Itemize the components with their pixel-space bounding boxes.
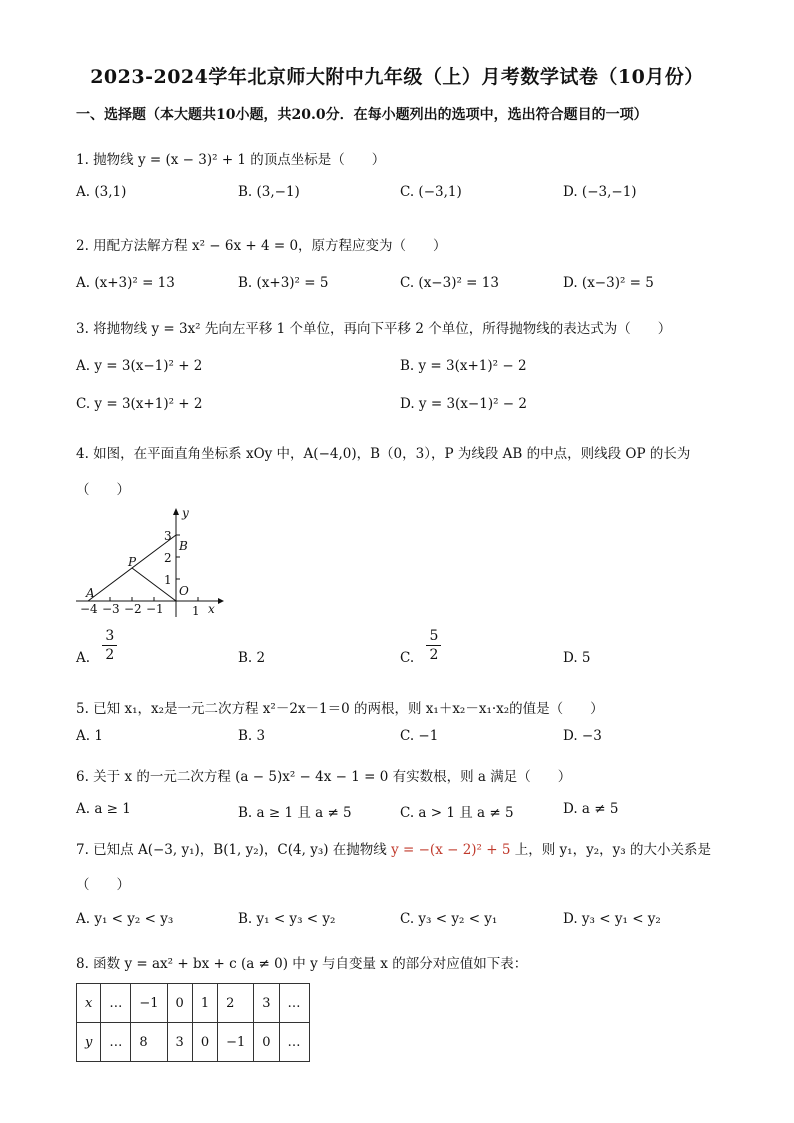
option-b: B. 2 xyxy=(238,650,266,666)
point-a-label: A xyxy=(86,586,95,600)
question-7-stem: 7. 已知点 A(−3, y₁)，B(1, y₂)，C(4, y₃) 在抛物线 y = −(x − 2)² + 5 上，则 y₁，y₂，y₃ 的大小关系是 xyxy=(76,842,711,858)
option-a: A. y = 3(x−1)² + 2 xyxy=(76,358,203,374)
option-a: A. y₁ < y₂ < y₃ xyxy=(76,911,174,927)
question-4-stem: 4. 如图，在平面直角坐标系 xOy 中，A(−4,0)，B（0，3），P 为线段 AB 的中点，则线段 OP 的长为 xyxy=(76,446,691,462)
option-c: C. (x−3)² = 13 xyxy=(400,275,499,291)
question-7-options xyxy=(76,911,736,937)
coordinate-figure xyxy=(76,505,226,620)
fraction: $\frac{5}{2}$ xyxy=(426,627,441,664)
x-axis-arrow xyxy=(218,598,224,604)
question-3-options-row2 xyxy=(76,396,736,422)
option-d: D. y₃ < y₁ < y₂ xyxy=(563,911,661,927)
option-c: C. (−3,1) xyxy=(400,184,462,200)
question-1-options xyxy=(76,184,736,210)
table-row: y … 8 3 0 −1 0 … xyxy=(77,1023,310,1062)
option-a: A. 1 xyxy=(76,728,103,744)
option-b: B. y = 3(x+1)² − 2 xyxy=(400,358,527,374)
option-d: D. 5 xyxy=(563,650,591,666)
option-c: C. $\frac{5}{2}$ xyxy=(400,650,441,666)
question-4-paren: （ ） xyxy=(76,482,130,498)
option-c: C. −1 xyxy=(400,728,439,744)
exam-title: 2023-2024学年北京师大附中九年级（上）月考数学试卷（10月份） xyxy=(90,66,704,88)
option-a: A. a ≥ 1 xyxy=(76,801,131,817)
fraction: $\frac{3}{2}$ xyxy=(102,627,117,664)
option-b: B. 3 xyxy=(238,728,266,744)
x-tick-label: −1 xyxy=(146,602,164,616)
parabola-formula: y = −(x − 2)² + 5 xyxy=(391,842,511,858)
x-tick-label: 1 xyxy=(192,604,200,618)
point-b-label: B xyxy=(179,539,188,553)
y-tick-label: 3 xyxy=(164,529,172,543)
question-5-options xyxy=(76,728,736,754)
question-2-stem: 2. 用配方法解方程 x² − 6x + 4 = 0，原方程应变为（ ） xyxy=(76,238,447,254)
question-3-options-row1 xyxy=(76,358,736,384)
option-b: B. a ≥ 1 且 a ≠ 5 xyxy=(238,805,352,821)
question-4-options xyxy=(76,628,736,678)
option-d: D. (x−3)² = 5 xyxy=(563,275,654,291)
option-b: B. y₁ < y₃ < y₂ xyxy=(238,911,336,927)
question-3-stem: 3. 将抛物线 y = 3x² 先向左平移 1 个单位，再向下平移 2 个单位，所得抛物线的表达式为（ ） xyxy=(76,321,672,337)
section-heading: 一、选择题（本大题共10小题，共20.0分．在每小题列出的选项中，选出符合题目的一项） xyxy=(76,107,648,123)
y-tick-label: 1 xyxy=(164,573,172,587)
value-table xyxy=(76,983,310,1062)
option-b: B. (x+3)² = 5 xyxy=(238,275,329,291)
question-2-options xyxy=(76,275,736,301)
option-d: D. y = 3(x−1)² − 2 xyxy=(400,396,527,412)
x-tick-label: −4 xyxy=(80,602,98,616)
origin-label: O xyxy=(179,584,189,598)
question-6-stem: 6. 关于 x 的一元二次方程 (a − 5)x² − 4x − 1 = 0 有实数根，则 a 满足（ ） xyxy=(76,769,572,785)
option-a: A. $\frac{3}{2}$ xyxy=(76,650,117,666)
question-5-stem: 5. 已知 x₁，x₂是一元二次方程 x²－2x－1＝0 的两根，则 x₁＋x₂－x₁·x₂的值是（ ） xyxy=(76,701,604,717)
option-c: C. y₃ < y₂ < y₁ xyxy=(400,911,498,927)
table-row: x … −1 0 1 2 3 … xyxy=(77,984,310,1023)
y-tick-label: 2 xyxy=(164,551,172,565)
y-axis-label: y xyxy=(182,506,189,520)
point-p-label: P xyxy=(128,555,137,569)
y-axis-arrow xyxy=(173,508,179,515)
option-d: D. (−3,−1) xyxy=(563,184,637,200)
x-tick-label: −3 xyxy=(102,602,120,616)
question-8-stem: 8. 函数 y = ax² + bx + c (a ≠ 0) 中 y 与自变量 x 的部分对应值如下表： xyxy=(76,956,528,972)
question-1-stem: 1. 抛物线 y = (x − 3)² + 1 的顶点坐标是（ ） xyxy=(76,152,386,168)
option-a: A. (x+3)² = 13 xyxy=(76,275,175,291)
x-tick-label: −2 xyxy=(124,602,142,616)
question-7-paren: （ ） xyxy=(76,877,130,893)
option-d: D. −3 xyxy=(563,728,602,744)
option-c: C. a > 1 且 a ≠ 5 xyxy=(400,805,514,821)
option-d: D. a ≠ 5 xyxy=(563,801,619,817)
option-c: C. y = 3(x+1)² + 2 xyxy=(76,396,203,412)
x-axis-label: x xyxy=(208,602,215,616)
option-a: A. (3,1) xyxy=(76,184,127,200)
question-6-options xyxy=(76,801,736,827)
option-b: B. (3,−1) xyxy=(238,184,300,200)
